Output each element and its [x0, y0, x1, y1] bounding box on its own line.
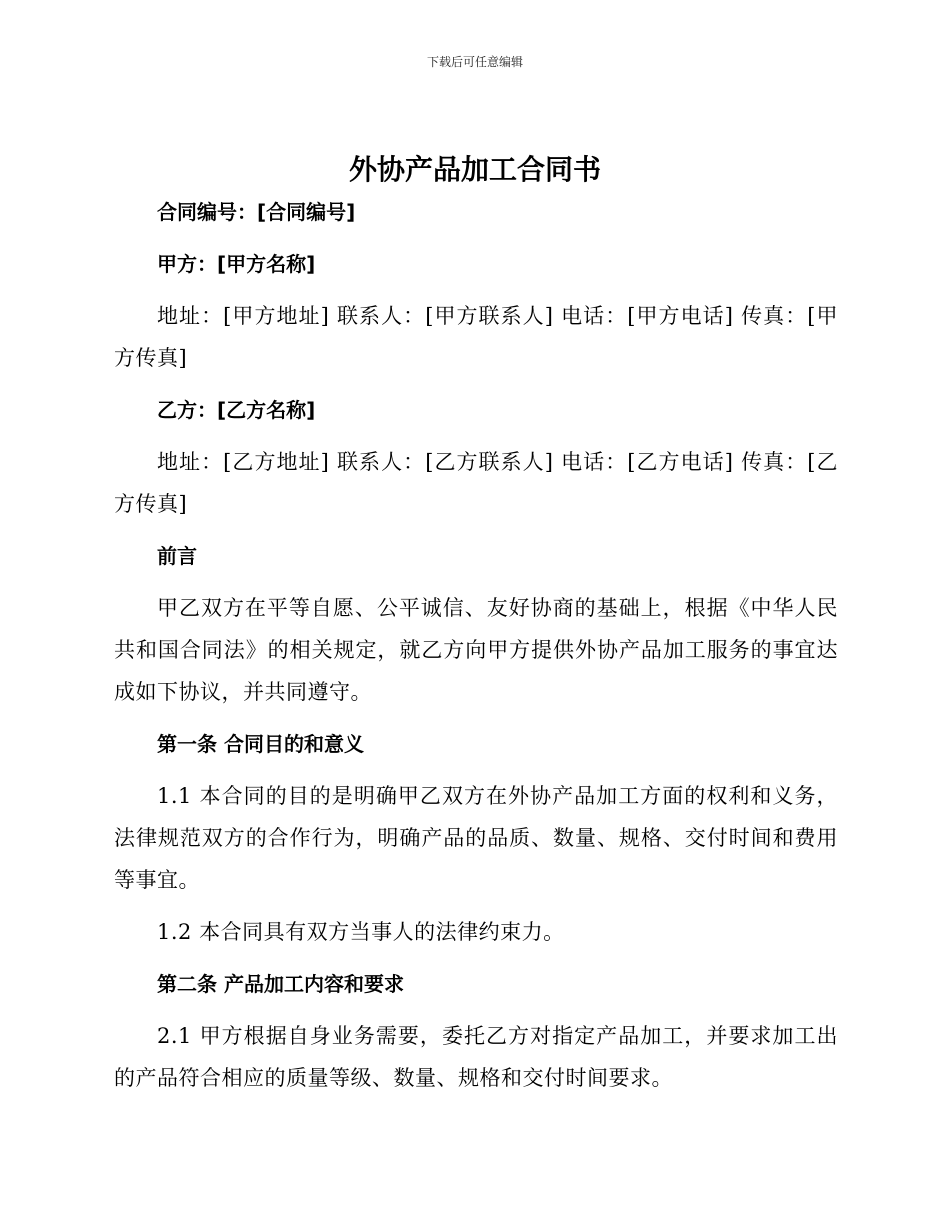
preface-text: 甲乙双方在平等自愿、公平诚信、友好协商的基础上，根据《中华人民共和国合同法》的相关规定，就乙方向甲方提供外协产品加工服务的事宜达成如下协议，并共同遵守。	[114, 596, 838, 704]
article-2-heading: 第二条 产品加工内容和要求	[157, 972, 404, 996]
article-1-heading: 第一条 合同目的和意义	[157, 732, 364, 756]
document-body	[114, 191, 838, 1109]
clause-1-2: 1.2 本合同具有双方当事人的法律约束力。	[157, 920, 565, 944]
document-title: 外协产品加工合同书	[348, 153, 601, 186]
party-a-heading: 甲方：[甲方名称]	[157, 252, 316, 276]
header-note: 下载后可任意编辑	[426, 55, 523, 69]
clause-2-1: 2.1 甲方根据自身业务需要，委托乙方对指定产品加工，并要求加工出的产品符合相应的质量等级、数量、规格和交付时间要求。	[114, 1024, 838, 1090]
party-a-details: 地址：[甲方地址] 联系人：[甲方联系人] 电话：[甲方电话] 传真：[甲方传真]	[114, 304, 838, 370]
contract-number: 合同编号：[合同编号]	[157, 200, 356, 224]
party-b-heading: 乙方：[乙方名称]	[157, 398, 316, 422]
party-b-details: 地址：[乙方地址] 联系人：[乙方联系人] 电话：[乙方电话] 传真：[乙方传真]	[114, 450, 838, 516]
clause-1-1: 1.1 本合同的目的是明确甲乙双方在外协产品加工方面的权利和义务，法律规范双方的合作行为，明确产品的品质、数量、规格、交付时间和费用等事宜。	[114, 784, 838, 892]
preface-heading: 前言	[157, 544, 197, 568]
